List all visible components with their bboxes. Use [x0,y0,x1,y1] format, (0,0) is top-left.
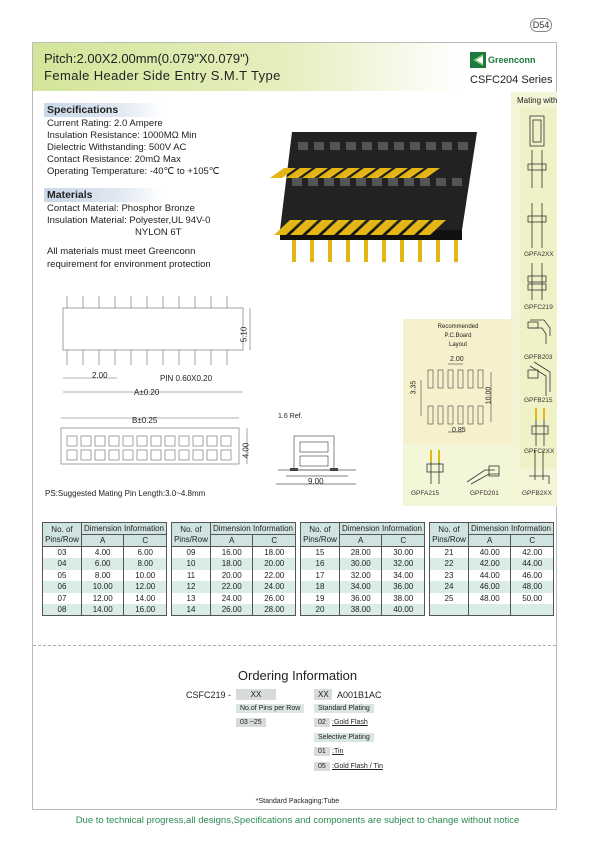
pins-range: 03 ~25 [236,718,266,727]
materials-note-2: requirement for environment protection [47,259,211,270]
a-value-cell: 34.00 [339,581,382,593]
pins-cell: 19 [301,593,340,605]
pins-cell: 20 [301,604,340,616]
pins-cell: 16 [301,558,340,570]
c-value-cell: 18.00 [253,547,296,559]
table-row [301,547,425,559]
material-insulation: Insulation Material: Polyester,UL 94V-0 [47,215,211,226]
ordering-pins-code: XX [236,689,276,700]
pcb-title-2: P.C.Board [444,333,472,339]
pins-per-row-header: No. of Pins/Row [172,523,211,547]
ordering-title: Ordering Information [237,668,358,683]
standard-plating-value: :Gold Flash [332,719,368,726]
table-row [43,570,167,582]
greenconn-logo-icon [470,52,486,68]
specifications-list [47,118,219,178]
a-value-cell: 6.00 [81,558,124,570]
c-value-cell: 8.00 [124,558,167,570]
column-c-header: C [382,535,425,547]
dimension-table-2 [171,522,296,616]
pins-cell [430,604,469,616]
pcb-title-3: Layout [448,342,467,348]
table-row [430,570,554,582]
dimension-info-header: Dimension Information [468,523,553,535]
a-value-cell: 42.00 [468,558,511,570]
table-row [301,570,425,582]
ordering-divider [33,645,556,646]
c-value-cell: 24.00 [253,581,296,593]
selective-plating-code-1: 01 [314,747,330,756]
pins-cell: 07 [43,593,82,605]
width-dimension: 4.00 [241,442,251,459]
c-value-cell: 50.00 [511,593,554,605]
pins-per-row-header: No. of Pins/Row [43,523,82,547]
a-value-cell: 44.00 [468,570,511,582]
a-value-cell: 30.00 [339,558,382,570]
table-row [301,558,425,570]
c-value-cell: 22.00 [253,570,296,582]
c-value-cell: 26.00 [253,593,296,605]
materials-list [47,203,210,239]
dimension-table-1 [42,522,167,616]
materials-heading: Materials [44,188,164,202]
pins-per-row-header: No. of Pins/Row [301,523,340,547]
pins-cell: 09 [172,547,211,559]
ordering-prefix: CSFC219 - [186,690,232,700]
page-number: D54 [530,18,552,32]
spec-insulation: Insulation Resistance: 1000MΩ Min [47,130,197,141]
column-a-header: A [468,535,511,547]
mating-label-gpfc2xx: GPFC2XX [524,448,555,455]
a-value-cell: 46.00 [468,581,511,593]
c-value-cell: 42.00 [511,547,554,559]
table-row [430,581,554,593]
mating-lower-image [405,446,555,488]
selective-plating-value-1: :Tin [332,748,344,755]
pins-cell: 25 [430,593,469,605]
c-value-cell: 30.00 [382,547,425,559]
spec-contact-resistance: Contact Resistance: 20mΩ Max [47,154,181,165]
table-row [301,581,425,593]
pins-cell: 06 [43,581,82,593]
a-value-cell: 36.00 [339,593,382,605]
dimension-info-header: Dimension Information [81,523,166,535]
pins-cell: 11 [172,570,211,582]
table-row [301,604,425,616]
product-render-image [262,120,482,270]
a-value-cell: 8.00 [81,570,124,582]
pcb-title-1: Recommended [437,324,479,330]
table-row [430,604,554,616]
column-c-header: C [253,535,296,547]
table-row [172,581,296,593]
table-row [43,581,167,593]
height-dimension: 5.10 [239,326,249,343]
footer-disclaimer: Due to technical progress,all designs,Specifications and components are subject to change without notice [75,815,520,826]
packaging-note: *Standard Packaging:Tube [255,798,340,805]
a-value-cell: 14.00 [81,604,124,616]
mating-pin-note: PS:Suggested Mating Pin Length:3.0~4.8mm [45,489,206,498]
materials-note-1: All materials must meet Greenconn [47,246,196,257]
table-row [172,593,296,605]
a-value-cell: 24.00 [210,593,253,605]
table-row [172,604,296,616]
c-value-cell: 34.00 [382,570,425,582]
table-row [172,547,296,559]
a-value-cell: 48.00 [468,593,511,605]
a-value-cell: 18.00 [210,558,253,570]
c-value-cell: 20.00 [253,558,296,570]
pins-cell: 24 [430,581,469,593]
pcb-row-gap-label: 3.35 [410,380,418,395]
ordering-plating-code: XX [314,689,332,700]
a-value-cell: 40.00 [468,547,511,559]
mating-label-gpfb203: GPFB203 [524,354,553,361]
selective-plating-code-2: 05 [314,762,330,771]
ordering-suffix: A001B1AC [337,690,382,700]
pitch-dimension: 2.00 [92,371,108,380]
column-c-header: C [511,535,554,547]
dimension-info-header: Dimension Information [210,523,295,535]
selective-plating-value-2: :Gold Flash / Tin [332,763,383,770]
c-value-cell: 46.00 [511,570,554,582]
table-row [430,558,554,570]
c-value-cell: 6.00 [124,547,167,559]
pins-per-row-label: No.of Pins per Row [236,704,304,713]
dimension-table-4 [429,522,554,616]
table-row [43,547,167,559]
specifications-heading: Specifications [44,103,164,117]
mating-label-gpfa215: GPFA215 [411,490,440,497]
mating-label-gpfa2xx: GPFA2XX [524,251,554,258]
a-value-cell: 4.00 [81,547,124,559]
pins-cell: 23 [430,570,469,582]
spec-temperature: Operating Temperature: -40℃ to +105℃ [47,166,220,177]
pcb-length-label: 10.00 [485,386,493,405]
column-a-header: A [210,535,253,547]
c-value-cell: 12.00 [124,581,167,593]
table-row [43,558,167,570]
pins-cell: 22 [430,558,469,570]
a-value-cell [468,604,511,616]
pins-cell: 03 [43,547,82,559]
a-value-cell: 22.00 [210,581,253,593]
column-c-header: C [124,535,167,547]
pins-cell: 04 [43,558,82,570]
column-a-header: A [81,535,124,547]
a-dimension: A±0.20 [134,388,160,397]
pins-cell: 10 [172,558,211,570]
c-value-cell: 16.00 [124,604,167,616]
table-row [430,547,554,559]
product-subtitle: Female Header Side Entry S.M.T Type [44,68,281,83]
selective-plating-label: Selective Plating [314,733,374,742]
a-value-cell: 32.00 [339,570,382,582]
a-value-cell: 38.00 [339,604,382,616]
reference-dimension: 1.6 Ref. [278,413,303,420]
c-value-cell: 28.00 [253,604,296,616]
mating-title: Mating with [517,96,558,105]
mating-label-gpfb2xx: GPFB2XX [522,490,552,497]
table-row [301,593,425,605]
pcb-pad-label: 0.85 [452,427,466,434]
pins-cell: 18 [301,581,340,593]
c-value-cell: 38.00 [382,593,425,605]
product-title: Pitch:2.00X2.00mm(0.079"X0.079") [44,51,250,66]
c-value-cell: 44.00 [511,558,554,570]
c-value-cell [511,604,554,616]
pins-cell: 17 [301,570,340,582]
material-contact: Contact Material: Phosphor Bronze [47,203,195,214]
pins-cell: 12 [172,581,211,593]
table-row [172,570,296,582]
a-value-cell: 28.00 [339,547,382,559]
c-value-cell: 36.00 [382,581,425,593]
mating-label-gpfb215: GPFB215 [524,397,553,404]
pins-cell: 05 [43,570,82,582]
a-value-cell: 12.00 [81,593,124,605]
table-row [172,558,296,570]
standard-plating-label: Standard Plating [314,704,374,713]
table-row [43,604,167,616]
pins-per-row-header: No. of Pins/Row [430,523,469,547]
a-value-cell: 10.00 [81,581,124,593]
b-dimension: B±0.25 [132,416,158,425]
c-value-cell: 48.00 [511,581,554,593]
column-a-header: A [339,535,382,547]
table-row [43,593,167,605]
c-value-cell: 10.00 [124,570,167,582]
pins-cell: 15 [301,547,340,559]
pins-cell: 14 [172,604,211,616]
mating-label-gpfc219: GPFC219 [524,304,553,311]
depth-dimension: 9.00 [308,477,324,486]
dimension-info-header: Dimension Information [339,523,424,535]
pin-note: PIN 0.60X0.20 [160,374,213,383]
material-nylon: NYLON 6T [135,227,182,238]
a-value-cell: 16.00 [210,547,253,559]
table-row [430,593,554,605]
pcb-pitch-label: 2.00 [450,356,464,363]
pins-cell: 21 [430,547,469,559]
a-value-cell: 20.00 [210,570,253,582]
brand-name: Greenconn [488,55,536,65]
series-name: CSFC204 Series [470,74,553,86]
c-value-cell: 32.00 [382,558,425,570]
side-view-drawing [45,290,260,400]
a-value-cell: 26.00 [210,604,253,616]
pins-cell: 13 [172,593,211,605]
dimension-table-3 [300,522,425,616]
standard-plating-code: 02 [314,718,330,727]
c-value-cell: 14.00 [124,593,167,605]
spec-current: Current Rating: 2.0 Ampere [47,118,163,129]
mating-label-gpfd201: GPFD201 [470,490,499,497]
spec-dielectric: Dielectric Withstanding: 500V AC [47,142,187,153]
pins-cell: 08 [43,604,82,616]
c-value-cell: 40.00 [382,604,425,616]
